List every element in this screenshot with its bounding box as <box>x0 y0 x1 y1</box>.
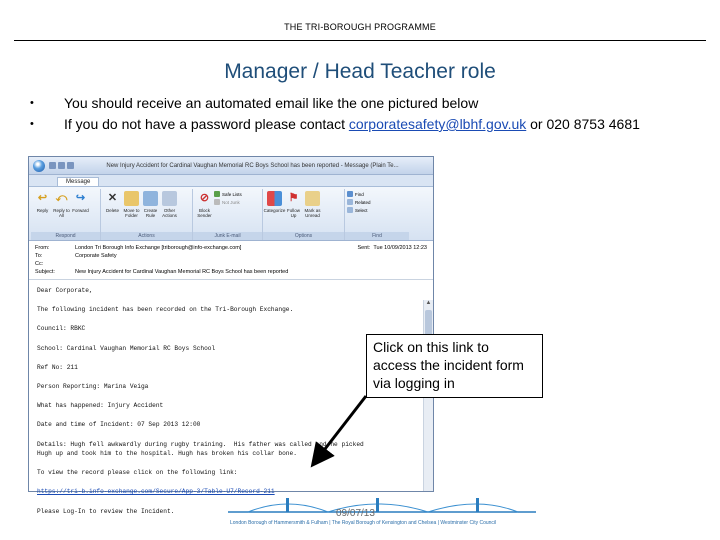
bullet-dot-icon: • <box>30 97 34 109</box>
window-title: New Injury Accident for Cardinal Vaughan Memorial RC Boys School has been reported - Message (Plain Te... <box>106 162 399 169</box>
callout-box: Click on this link to access the incident form via logging in <box>366 334 543 398</box>
sent-value: Tue 10/09/2013 12:23 <box>373 245 427 251</box>
body-line: School: Cardinal Vaughan Memorial RC Boys School <box>37 344 216 352</box>
reply-all-icon: ⤺ <box>55 192 68 204</box>
group-label: Find <box>345 232 409 240</box>
related-button[interactable]: Related <box>347 199 371 205</box>
move-to-folder-button[interactable]: Move to Folder <box>122 191 141 218</box>
mark-unread-button[interactable]: Mark as Unread <box>303 191 322 218</box>
boroughs-line: London Borough of Hammersmith & Fulham | The Royal Borough of Kensington and Chelsea | Westminster City Council <box>230 520 497 526</box>
to-value: Corporate Safety <box>75 253 117 259</box>
body-line: Details: Hugh fell awkwardly during rugby training. His father was called and he picked <box>37 440 364 448</box>
group-label: Junk E-mail <box>193 232 262 240</box>
categorize-button[interactable]: Categorize <box>265 191 284 213</box>
bullet-dot-icon: • <box>30 118 34 130</box>
bullet-text: You should receive an automated email like the one pictured below <box>64 95 479 111</box>
sent-row: Sent: Tue 10/09/2013 12:23 <box>357 245 427 251</box>
reply-button[interactable]: ↩ Reply <box>36 192 49 213</box>
slide-title: Manager / Head Teacher role <box>224 60 496 83</box>
incident-record-link[interactable]: https://tri-b.info-exchange.com/Secure/App-3/Table-U7/Record-211 <box>37 488 275 496</box>
not-junk-button[interactable]: Not Junk <box>214 199 242 205</box>
from-row: From: London Tri Borough Info Exchange [triborough@info-exchange.com] <box>35 245 242 251</box>
bullet-text: If you do not have a password please contact corporatesafety@lbhf.gov.uk or 020 8753 4681 <box>64 116 640 132</box>
find-button[interactable]: Find <box>347 191 371 197</box>
delete-button[interactable]: ✕ Delete <box>105 192 119 213</box>
forward-icon: ↪ <box>75 192 86 204</box>
create-rule-button[interactable]: Create Rule <box>141 191 160 218</box>
follow-up-button[interactable]: ⚑ Follow Up <box>286 192 300 218</box>
select-button[interactable]: Select <box>347 207 371 213</box>
programme-title: THE TRI-BOROUGH PROGRAMME <box>284 22 436 32</box>
body-line: To view the record please click on the following link: <box>37 469 238 477</box>
group-label: Options <box>263 232 344 240</box>
reply-all-button[interactable]: ⤺ Reply to All <box>53 192 70 218</box>
safe-lists-button[interactable]: Safe Lists <box>214 191 242 197</box>
body-line: Dear Corporate, <box>37 287 93 294</box>
group-label: Actions <box>101 232 192 240</box>
reply-icon: ↩ <box>37 192 48 204</box>
block-sender-button[interactable]: ⊘ Block Sender <box>197 192 212 218</box>
body-line: Hugh up and took him to the hospital. Hugh has broken his collar bone. <box>37 450 297 458</box>
from-value: London Tri Borough Info Exchange [triborough@info-exchange.com] <box>75 245 242 251</box>
scroll-up-icon[interactable]: ▲ <box>425 300 432 306</box>
subject-value: New Injury Accident for Cardinal Vaughan Memorial RC Boys School has been reported <box>75 269 289 275</box>
contact-email-link[interactable]: corporatesafety@lbhf.gov.uk <box>348 116 527 132</box>
to-row: To: Corporate Safety <box>35 253 117 259</box>
flag-icon: ⚑ <box>288 192 299 204</box>
other-actions-button[interactable]: Other Actions <box>160 191 179 218</box>
body-line: Date and time of Incident: 07 Sep 2013 12:00 <box>37 421 201 429</box>
cc-row: Cc: <box>35 261 44 267</box>
body-line: Please Log-In to review the Incident. <box>37 507 175 515</box>
body-line: Ref No: 211 <box>37 363 78 371</box>
delete-icon: ✕ <box>107 192 118 204</box>
subject-row: Subject: New Injury Accident for Cardinal Vaughan Memorial RC Boys School has been reported <box>35 269 289 275</box>
tab-message[interactable]: Message <box>57 177 99 186</box>
body-line: What has happened: Injury Accident <box>37 402 164 410</box>
bridge-logo <box>228 494 536 518</box>
forward-button[interactable]: ↪ Forward <box>72 192 89 213</box>
body-line: Council: RBKC <box>37 325 86 333</box>
body-line: The following incident has been recorded on the Tri-Borough Exchange. <box>37 306 294 314</box>
slide-date: 09/07/13 <box>336 508 375 519</box>
block-sender-icon: ⊘ <box>199 192 210 204</box>
body-line: Person Reporting: Marina Veiga <box>37 382 149 390</box>
group-label: Respond <box>31 232 100 240</box>
